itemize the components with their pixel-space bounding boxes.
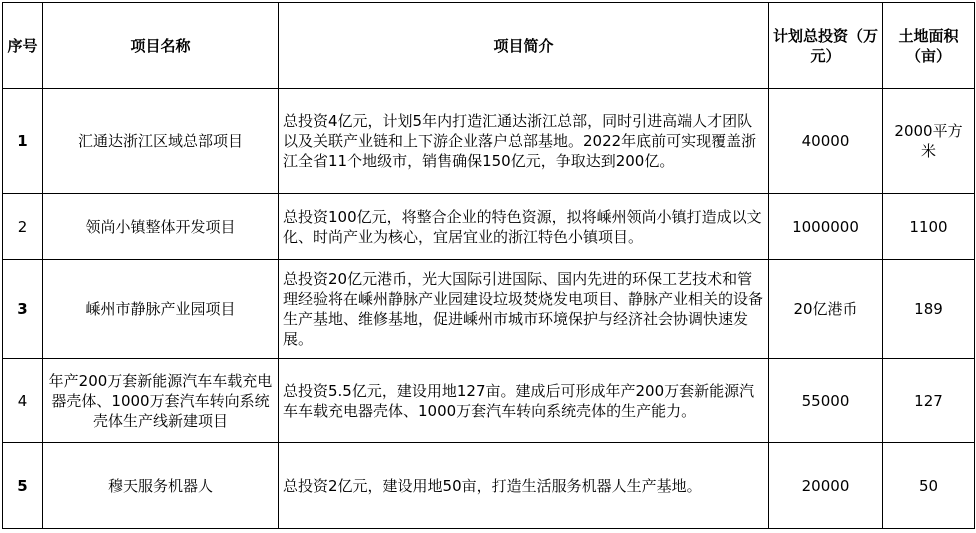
row-name: 领尚小镇整体开发项目 — [43, 194, 279, 260]
row-land: 2000平方米 — [883, 89, 975, 194]
row-investment: 55000 — [769, 359, 883, 443]
row-index: 2 — [3, 194, 43, 260]
row-index: 3 — [3, 260, 43, 359]
row-name: 穆天服务机器人 — [43, 443, 279, 529]
row-investment: 1000000 — [769, 194, 883, 260]
row-land: 1100 — [883, 194, 975, 260]
row-intro: 总投资2亿元，建设用地50亩，打造生活服务机器人生产基地。 — [279, 443, 769, 529]
row-name: 汇通达浙江区域总部项目 — [43, 89, 279, 194]
row-intro: 总投资5.5亿元，建设用地127亩。建成后可形成年产200万套新能源汽车车载充电器壳体、1000万套汽车转向系统壳体的生产能力。 — [279, 359, 769, 443]
table-row — [3, 260, 975, 359]
header-investment: 计划总投资（万元） — [769, 3, 883, 89]
row-investment: 20亿港币 — [769, 260, 883, 359]
header-intro: 项目简介 — [279, 3, 769, 89]
row-land: 189 — [883, 260, 975, 359]
row-investment: 40000 — [769, 89, 883, 194]
project-table — [2, 2, 975, 529]
header-land: 土地面积（亩） — [883, 3, 975, 89]
row-name: 嵊州市静脉产业园项目 — [43, 260, 279, 359]
table-row — [3, 194, 975, 260]
row-name: 年产200万套新能源汽车车载充电器壳体、1000万套汽车转向系统壳体生产线新建项目 — [43, 359, 279, 443]
row-index: 5 — [3, 443, 43, 529]
row-intro: 总投资20亿元港币，光大国际引进国际、国内先进的环保工艺技术和管理经验将在嵊州静脉产业园建设垃圾焚烧发电项目、静脉产业相关的设备生产基地、维修基地，促进嵊州市城市环境保护与经济社会协调快速发展。 — [279, 260, 769, 359]
header-index: 序号 — [3, 3, 43, 89]
table-row — [3, 89, 975, 194]
row-intro: 总投资4亿元，计划5年内打造汇通达浙江总部，同时引进高端人才团队以及关联产业链和上下游企业落户总部基地。2022年底前可实现覆盖浙江全省11个地级市，销售确保150亿元，争取达到200亿。 — [279, 89, 769, 194]
table-header-row — [3, 3, 975, 89]
table-row — [3, 359, 975, 443]
row-investment: 20000 — [769, 443, 883, 529]
row-index: 1 — [3, 89, 43, 194]
header-name: 项目名称 — [43, 3, 279, 89]
row-intro: 总投资100亿元，将整合企业的特色资源，拟将嵊州领尚小镇打造成以文化、时尚产业为核心，宜居宜业的浙江特色小镇项目。 — [279, 194, 769, 260]
row-land: 50 — [883, 443, 975, 529]
table-row — [3, 443, 975, 529]
row-land: 127 — [883, 359, 975, 443]
row-index: 4 — [3, 359, 43, 443]
